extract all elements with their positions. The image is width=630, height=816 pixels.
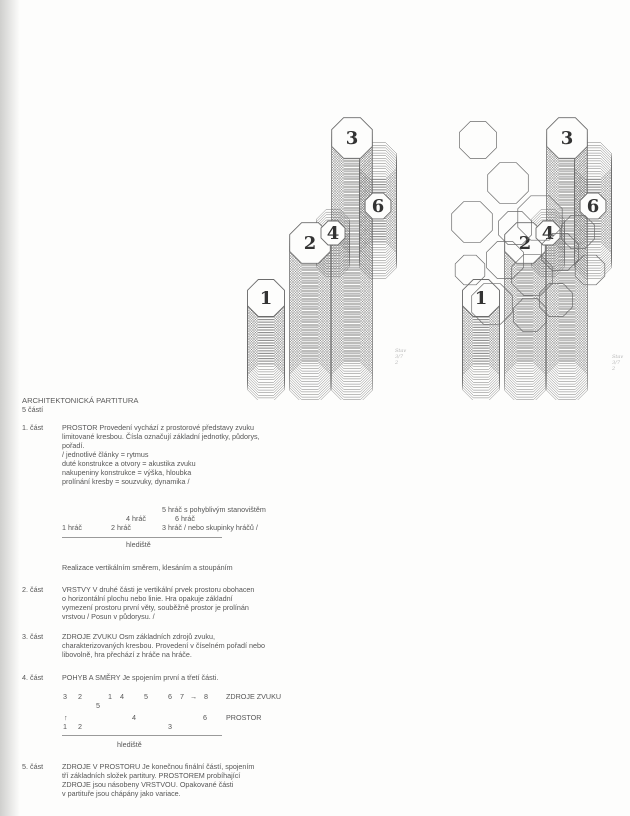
section-2-label: 2. část (22, 585, 44, 594)
notation-r1-2: 1 (108, 692, 112, 701)
tower-4-number: 4 (541, 223, 555, 244)
auditorium-label-2: hlediště (117, 740, 142, 749)
notation-r1-1: 2 (78, 692, 82, 701)
notation-space-label: PROSTOR (226, 713, 262, 722)
tower-3-stack (332, 120, 373, 400)
tower-3-stack (547, 120, 588, 400)
tower-2-number: 2 (303, 233, 317, 254)
notation-r3-1: 2 (78, 722, 82, 731)
notation-r1-arrow: → (190, 692, 198, 701)
notation-sources-label: ZDROJE ZVUKU (226, 692, 282, 701)
tower-1-number: 1 (474, 288, 488, 309)
tower-6-number: 6 (371, 196, 385, 217)
scatter-ring-11 (455, 255, 485, 285)
player-4: 4 hráč (126, 514, 146, 523)
hand-note-right: Stav 3/7 2 (612, 354, 624, 372)
player-1: 1 hráč (62, 523, 82, 532)
notation-r1-4: 5 (144, 692, 148, 701)
scatter-ring-2 (452, 202, 493, 243)
section-4-label: 4. část (22, 673, 44, 682)
notation-r3-2: 3 (168, 722, 172, 731)
scatter-ring-1 (488, 163, 529, 204)
right-drawing (452, 118, 612, 400)
scatter-ring-6 (542, 234, 579, 271)
tower-1-number: 1 (259, 288, 273, 309)
tower-3-number: 3 (345, 128, 359, 149)
left-drawing (248, 118, 397, 400)
section-4-text: POHYB A SMĚRY Je spojením první a třetí části. (62, 673, 219, 682)
tower-6-number: 6 (586, 196, 600, 217)
realization-note: Realizace vertikálním směrem, klesáním a stoupáním (62, 563, 233, 572)
player-6: 6 hráč (175, 514, 195, 523)
tower-3-number: 3 (560, 128, 574, 149)
tower-2-number: 2 (518, 233, 532, 254)
notation-r1-extra: 5 (96, 701, 100, 710)
architectural-score-drawings (0, 0, 630, 400)
player-3: 3 hráč / nebo skupinky hráčů / (162, 523, 258, 532)
player-2: 2 hráč (111, 523, 131, 532)
score-title: ARCHITEKTONICKÁ PARTITURA (22, 396, 139, 405)
auditorium-line-2 (62, 735, 222, 736)
notation-r2-arrow: ↑ (64, 713, 68, 722)
scatter-ring-0 (460, 122, 497, 159)
section-5-text: ZDROJE V PROSTORU Je konečnou finální částí, spojením tří základních složek partitury. PROSTOREM probíhající ZDROJE jsou násobeny VRSTVOU. Opakované části v partituře jsou chápány jako variace. (62, 762, 255, 798)
notation-r2-1: 4 (132, 713, 136, 722)
section-1-text: PROSTOR Provedení vychází z prostorové představy zvuku limitované kresbou. Čísla označují základní jednotky, půdorys, pořadí. / jednotlivé články = rytmus duté konstrukce a otvory = akustika zvuku nakupeniny konstrukce = výška, hloubka prolínání kresby = souzvuky, dynamika / (62, 423, 260, 486)
hand-note-left: Stav 3/7 2 (395, 348, 407, 366)
score-subtitle: 5 částí (22, 405, 44, 414)
notation-r1-6: 7 (180, 692, 184, 701)
auditorium-label-1: hlediště (126, 540, 151, 549)
notation-r1-5: 6 (168, 692, 172, 701)
tower-4-number: 4 (326, 223, 340, 244)
player-5: 5 hráč s pohyblivým stanovištěm (162, 505, 266, 514)
notation-r1-3: 4 (120, 692, 124, 701)
notation-r1-8: 8 (204, 692, 208, 701)
section-3-text: ZDROJE ZVUKU Osm základních zdrojů zvuku, charakterizovaných kresbou. Provedení v číselném pořadí nebo libovolně, hra přechází z hráče na hráče. (62, 632, 265, 659)
section-5-label: 5. část (22, 762, 44, 771)
notation-r3-0: 1 (63, 722, 67, 731)
section-1-label: 1. část (22, 423, 44, 432)
section-3-label: 3. část (22, 632, 44, 641)
notation-r1-0: 3 (63, 692, 67, 701)
section-2-text: VRSTVY V druhé části je vertikální prvek prostoru obohacen o horizontální plochu nebo linie. Hra opakuje základní vymezení prostoru první věty, souběžně prostor je prolínán vrstvou / Posun v půdorysu. / (62, 585, 255, 621)
auditorium-line (62, 537, 222, 538)
notation-r2-2: 6 (203, 713, 207, 722)
